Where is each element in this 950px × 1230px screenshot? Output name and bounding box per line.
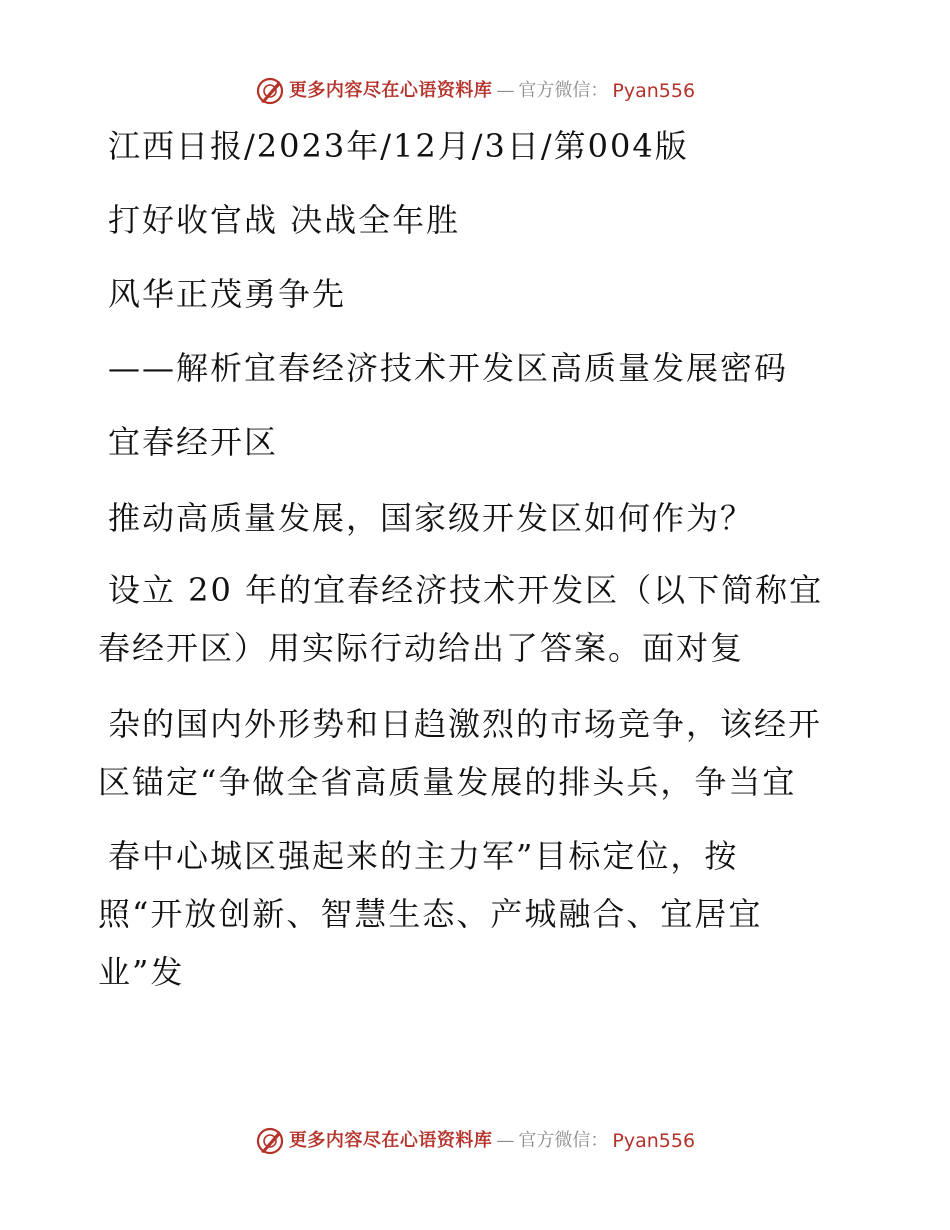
headline: 风华正茂勇争先 [108,275,347,313]
watermark-wechat-id: Pyan556 [612,1130,696,1152]
watermark-brand: 更多内容尽在心语资料库 [288,80,493,101]
watermark-wechat-id: Pyan556 [612,80,696,102]
source-line: 江西日报/2023年/12月/3日/第004版 [108,127,689,165]
byline: 宜春经开区 [108,423,279,461]
body-line: 春中心城区强起来的主力军”目标定位，按 [108,837,739,875]
body-line: 杂的国内外形势和日趋激烈的市场竞争，该经开 [108,705,823,743]
quill-circle-logo-icon [255,76,285,106]
watermark-separator: — [496,80,515,101]
body-line: 设立 20 年的宜春经济技术开发区（以下简称宜 [108,571,824,609]
column-title: 打好收官战 决战全年胜 [108,201,461,239]
quill-circle-logo-icon [255,1126,285,1156]
body-line: 照“开放创新、智慧生态、产城融合、宜居宜 [98,895,763,933]
watermark-label: 官方微信： [518,1130,609,1151]
watermark-label: 官方微信： [518,80,609,101]
subheadline: ——解析宜春经济技术开发区高质量发展密码 [108,349,789,387]
lead-paragraph: 推动高质量发展，国家级开发区如何作为？ [108,499,755,537]
body-line: 业”发 [98,953,185,991]
watermark-separator: — [496,1130,515,1151]
body-line: 春经开区）用实际行动给出了答案。面对复 [98,629,745,667]
footer-watermark [0,1126,950,1156]
body-line: 区锚定“争做全省高质量发展的排头兵，争当宜 [98,763,797,801]
watermark-brand: 更多内容尽在心语资料库 [288,1130,493,1151]
header-watermark [0,76,950,106]
